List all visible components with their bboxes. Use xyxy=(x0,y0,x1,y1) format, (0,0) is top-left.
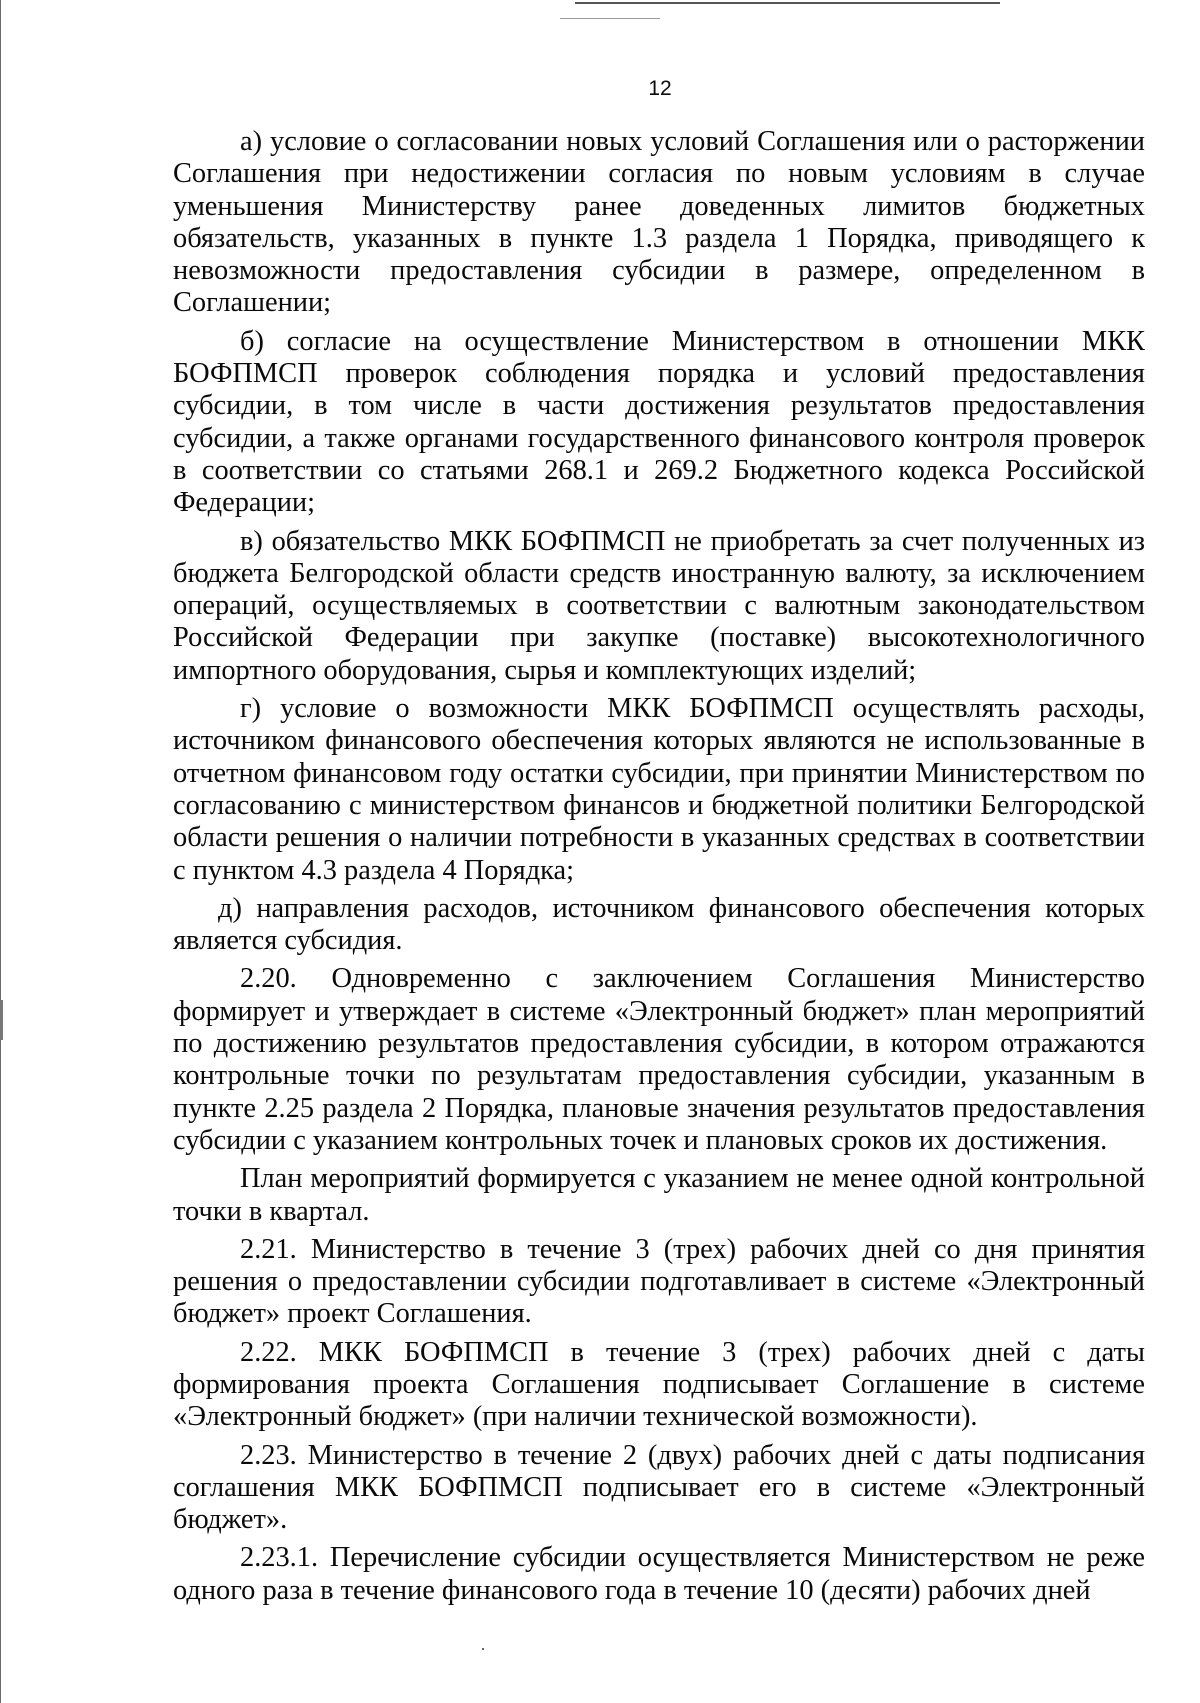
scan-artifact-dot xyxy=(482,1648,484,1650)
paragraph-g: г) условие о возможности МКК БОФПМСП осуществлять расходы, источником финансового обеспечения которых являются не использованные в отчетном финансовом году остатки субсидии, при принятии Министерством по согласованию с министерством финансов и бюджетной политики Белгородской области решения о наличии потребности в указанных средствах в соответствии с пунктом 4.3 раздела 4 Порядка; xyxy=(173,693,1145,886)
paragraph-a: а) условие о согласовании новых условий Соглашения или о расторжении Соглашения при недостижении согласия по новым условиям в случае уменьшения Министерству ранее доведенных лимитов бюджетных обязательств, указанных в пункте 1.3 раздела 1 Порядка, приводящего к невозможности предоставления субсидии в размере, определенном в Соглашении; xyxy=(173,126,1145,319)
scan-artifact-top-line xyxy=(560,18,660,19)
paragraph-d: д) направления расходов, источником финансового обеспечения которых является субсидия. xyxy=(173,892,1145,957)
scan-artifact-left-edge xyxy=(0,0,1,1703)
page-number: 12 xyxy=(648,77,672,100)
paragraph-2-23-1: 2.23.1. Перечисление субсидии осуществляется Министерством не реже одного раза в течение финансового года в течение 10 (десяти) рабочих дней xyxy=(173,1542,1145,1606)
paragraph-plan: План мероприятий формируется с указанием не менее одной контрольной точки в квартал. xyxy=(173,1163,1145,1227)
scan-artifact-top-line xyxy=(575,2,1000,4)
paragraph-b: б) согласие на осуществление Министерством в отношении МКК БОФПМСП проверок соблюдения порядка и условий предоставления субсидии, в том числе в части достижения результатов предоставления субсидии, а также органами государственного финансового контроля проверок в соответствии со статьями 268.1 и 269.2 Бюджетного кодекса Российской Федерации; xyxy=(173,325,1145,519)
paragraph-2-22: 2.22. МКК БОФПМСП в течение 3 (трех) рабочих дней с даты формирования проекта Соглашения подписывает Соглашение в системе «Электронный бюджет» (при наличии технической возможности). xyxy=(173,1336,1145,1433)
paragraph-2-20: 2.20. Одновременно с заключением Соглашения Министерство формирует и утверждает в системе «Электронный бюджет» план мероприятий по достижению результатов предоставления субсидии, в котором отражаются контрольные точки по результатам предоставления субсидии, указанным в пункте 2.25 раздела 2 Порядка, плановые значения результатов предоставления субсидии с указанием контрольных точек и плановых сроков их достижения. xyxy=(173,963,1145,1156)
paragraph-2-21: 2.21. Министерство в течение 3 (трех) рабочих дней со дня принятия решения о предоставлении субсидии подготавливает в системе «Электронный бюджет» проект Соглашения. xyxy=(173,1233,1145,1330)
scan-artifact-left-mark xyxy=(0,1000,3,1040)
document-body xyxy=(173,126,1145,1607)
paragraph-2-23: 2.23. Министерство в течение 2 (двух) рабочих дней с даты подписания соглашения МКК БОФПМСП подписывает его в системе «Электронный бюджет». xyxy=(173,1439,1145,1536)
paragraph-v: в) обязательство МКК БОФПМСП не приобретать за счет полученных из бюджета Белгородской области средств иностранную валюту, за исключением операций, осуществляемых в соответствии с валютным законодательством Российской Федерации при закупке (поставке) высокотехнологичного импортного оборудования, сырья и комплектующих изделий; xyxy=(173,525,1145,686)
